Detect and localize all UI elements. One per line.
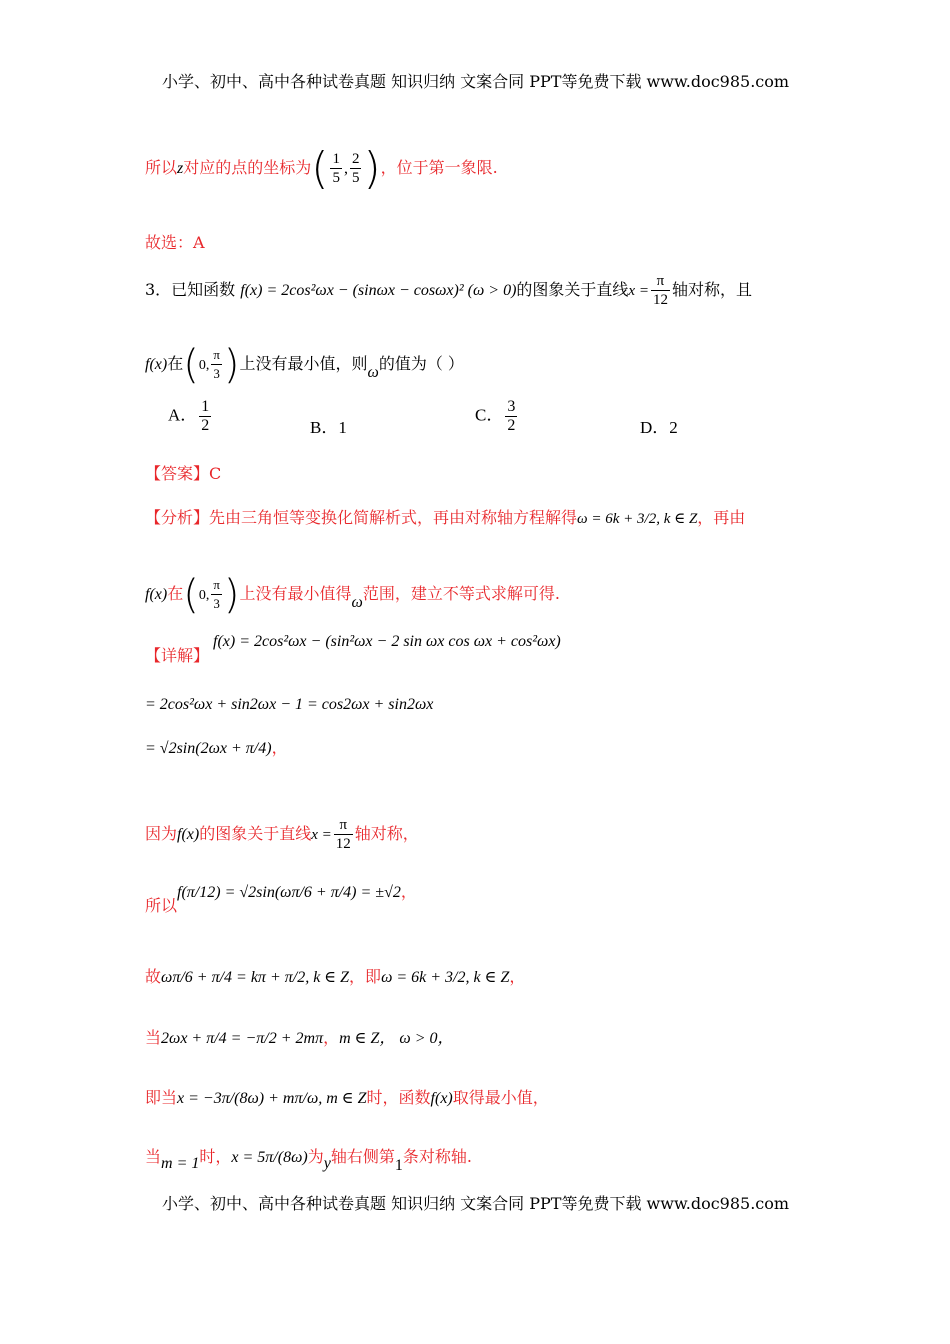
because-line: 因为f(x)的图象关于直线x = $\frac{\pi}{12}$ 轴对称， [145,817,419,852]
omega: ω [367,364,379,381]
text: 的值为（ ） [378,354,464,373]
fraction-2-5: $\frac{2}{5}$ [351,151,360,186]
page-footer: 小学、初中、高中各种试卷真题 知识归纳 文案合同 PPT等免费下载 www.doc985.com [162,1194,790,1213]
text: 先由三角恒等变换化简解析式，再由对称轴方程解得 [209,508,578,527]
therefore-line: 故ωπ/6 + π/4 = kπ + π/2, k ∈ Z，即ω = 6k + 3/2, k ∈ Z， [145,967,526,986]
text: 对应的点的坐标为 [183,158,312,177]
fraction-pi-12: $\frac{\pi}{12}$ [652,273,668,308]
option-b[interactable]: B．1 [310,418,347,437]
option-a[interactable]: A． $\frac{1}{2}$ [168,398,210,434]
analysis-label: 【分析】 [145,508,210,527]
option-c[interactable]: C． $\frac{3}{2}$ [475,398,516,434]
prev-choice: 故选：A [145,233,205,252]
option-d[interactable]: D．2 [640,418,678,437]
analysis-line-1 [145,496,745,540]
text: ，再由 [697,508,746,527]
formula: ω = 6k + 3/2, k ∈ Z [577,511,698,527]
answer-label: 【答案】C [145,464,222,483]
text: 范围，建立不等式求解可得. [362,584,560,603]
ie-when-line: 即当x = −3π/(8ω) + mπ/ω, m ∈ Z时，函数f(x)取得最小值， [145,1088,549,1107]
x-equals: x = [628,283,649,299]
question-number: 3．已知函数 [145,280,236,299]
prev-coordinate-line: 所以z对应的点的坐标为( $\frac{1}{5}$ , $\frac{2}{5}$ )，位于第一象限. [145,142,498,194]
detail-formula-1 [213,631,561,651]
formula: f(x) = 2cos²ωx − (sin²ωx − 2 sin ωx cos ωx + cos²ωx) [213,633,561,650]
text: 上没有最小值，则 [239,354,368,373]
so-line: 所以f(π/12) = √2sin(ωπ/6 + π/4) = ±√2， [145,882,417,915]
text: 所以 [145,158,178,177]
question-3-line-2: f(x)在(0, $\frac{\pi}{3}$ )上没有最小值，则ω的值为（ ） [145,341,464,388]
page-header: 小学、初中、高中各种试卷真题 知识归纳 文案合同 PPT等免费下载 www.doc985.com [162,72,790,91]
text: 上没有最小值得 [239,584,352,603]
question-3-line-1 [145,268,752,312]
left-paren: ( [311,142,329,194]
text: ，位于第一象限. [380,158,498,177]
text: 在 [167,354,184,373]
right-paren: ) [363,142,381,194]
text: 的图象关于直线 [516,280,629,299]
fx: f(x) [145,356,168,373]
when-line: 当2ωx + π/4 = −π/2 + 2mπ，m ∈ Z， ω > 0， [145,1028,454,1047]
function-formula: f(x) = 2cos²ωx − (sinωx − cosωx)² (ω > 0) [240,282,517,299]
detail-formula-2: = 2cos²ωx + sin2ωx − 1 = cos2ωx + sin2ωx [145,696,434,713]
var-z: z [177,160,184,177]
when-m1-line: 当m = 1时，x = 5π/(8ω)为y轴右侧第1条对称轴. [145,1147,472,1174]
detail-label: 【详解】 [145,646,210,665]
fraction-1-5: $\frac{1}{5}$ [332,151,340,186]
detail-formula-3: = √2sin(2ωx + π/4)， [145,738,288,757]
analysis-line-2: f(x)在(0, $\frac{\pi}{3}$ )上没有最小值得ω范围，建立不等式求解可得. [145,571,560,618]
text: 轴对称，且 [671,280,752,299]
